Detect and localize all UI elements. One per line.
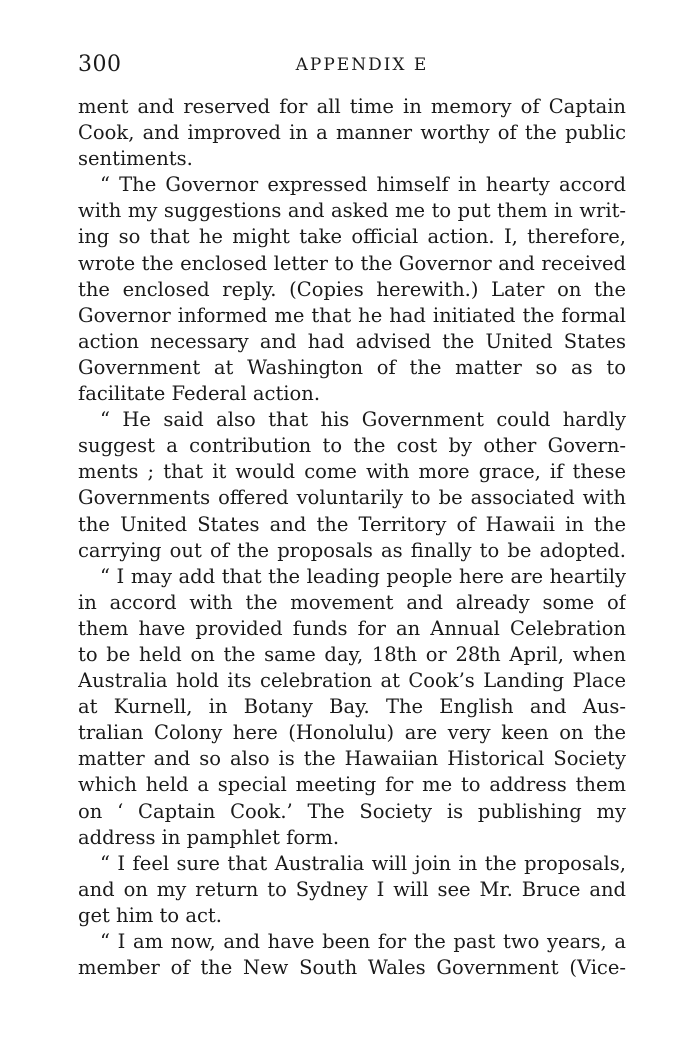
text-line: “ He said also that his Government could hardly — [100, 408, 626, 432]
text-line: action necessary and had advised the United States — [78, 329, 626, 353]
text-line: Cook, and improved in a manner worthy of the public — [78, 121, 626, 145]
text-line: sentiments. — [78, 147, 193, 171]
text-line: and on my return to Sydney I will see Mr. Bruce and — [78, 877, 626, 901]
page-number: 300 — [78, 52, 122, 77]
text-line: “ I feel sure that Australia will join in the proposals, — [100, 851, 626, 875]
text-line: ing so that he might take official action. I, therefore, — [78, 225, 626, 249]
text-line: address in pamphlet form. — [78, 825, 340, 849]
text-line: Australia hold its celebration at Cook’s Landing Place — [78, 669, 626, 693]
text-line: “ I am now, and have been for the past two years, a — [100, 930, 626, 953]
text-line: which held a special meeting for me to address them — [78, 773, 626, 797]
text-line: matter and so also is the Hawaiian Historical Society — [78, 747, 626, 771]
text-line: to be held on the same day, 18th or 28th April, when — [78, 642, 626, 666]
text-line: wrote the enclosed letter to the Governor and received — [78, 251, 626, 275]
text-line: “ I may add that the leading people here are heartily — [100, 564, 626, 588]
text-line: “ The Governor expressed himself in hearty accord — [100, 173, 626, 197]
text-line: suggest a contribution to the cost by other Govern- — [78, 434, 626, 458]
text-line: Government at Washington of the matter so as to — [78, 355, 626, 379]
text-line: with my suggestions and asked me to put them in writ- — [78, 199, 626, 223]
text-line: the enclosed reply. (Copies herewith.) Later on the — [78, 277, 626, 301]
text-line: at Kurnell, in Botany Bay. The English and Aus- — [78, 695, 626, 719]
text-line: carrying out of the proposals as finally to be adopted. — [78, 538, 626, 562]
text-line: in accord with the movement and already some of — [78, 590, 626, 614]
text-line: facilitate Federal action. — [78, 382, 321, 406]
text-line: member of the New South Wales Government (Vice- — [78, 956, 626, 980]
page-header — [78, 50, 626, 80]
text-line: them have provided funds for an Annual Celebration — [78, 616, 626, 640]
text-line: on ‘ Captain Cook.’ The Society is publishing my — [78, 799, 626, 823]
body-text — [78, 94, 626, 981]
text-line: Governments offered voluntarily to be associated with — [78, 486, 626, 510]
text-line: the United States and the Territory of Hawaii in the — [78, 512, 626, 536]
text-line: Governor informed me that he had initiated the formal — [78, 303, 626, 327]
text-line: ment and reserved for all time in memory of Captain — [78, 95, 626, 118]
running-head: APPENDIX E — [295, 55, 429, 75]
text-line: tralian Colony here (Honolulu) are very keen on the — [78, 721, 626, 745]
text-line: get him to act. — [78, 903, 222, 927]
text-line: ments ; that it would come with more grace, if these — [78, 460, 626, 484]
